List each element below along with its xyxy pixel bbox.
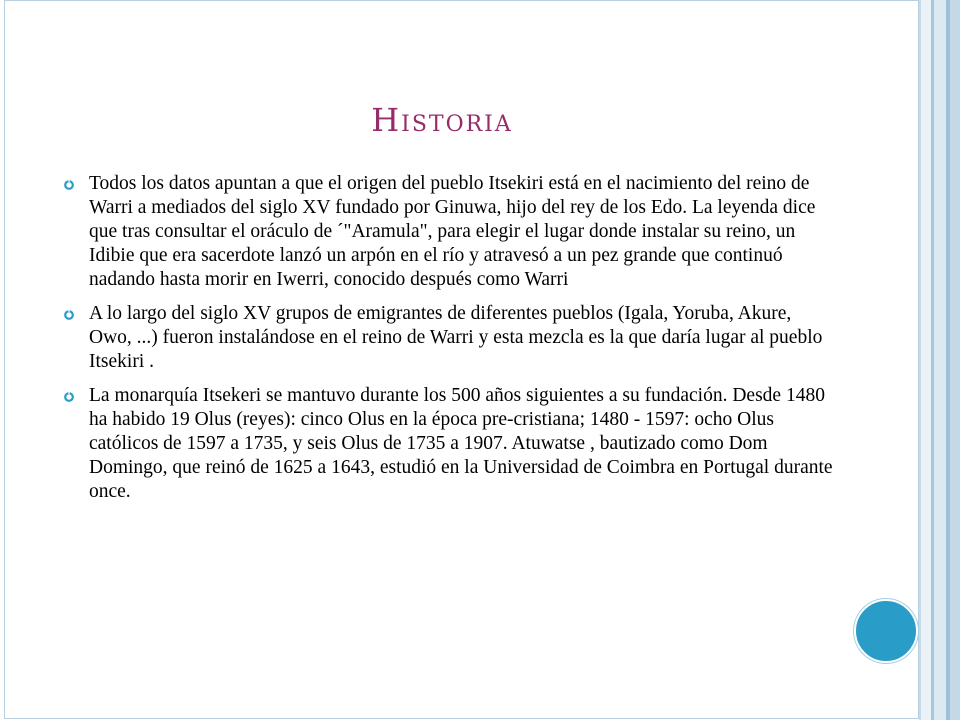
bullet-text: A lo largo del siglo XV grupos de emigrantes de diferentes pueblos (Igala, Yoruba, Akure, Owo, ...) fueron instalándose en el reino de Warri y esta mezcla es la que daría lugar al pueblo Itsekiri . [89,303,823,372]
bullet-list [63,172,833,514]
bullet-ring-icon [63,391,75,403]
decorative-stripe [934,0,946,720]
bullet-text: La monarquía Itsekeri se mantuvo durante los 500 años siguientes a su fundación. Desde 1480 ha habido 19 Olus (reyes): cinco Olus en la época pre-cristiana; 1480 - 1597: ocho Olus católicos de 1597 a 1735, y seis Olus de 1735 a 1907. Atuwatse , bautizado como Dom Domingo, que reinó de 1625 a 1643, estudió en la Universidad de Coimbra en Portugal durante once. [89,385,833,502]
bullet-item [63,384,833,504]
bullet-text: Todos los datos apuntan a que el origen del pueblo Itsekiri está en el nacimiento del reino de Warri a mediados del siglo XV fundado por Ginuwa, hijo del rey de los Edo. La leyenda dice que tras consultar el oráculo de ´"Aramula", para elegir el lugar donde instalar su reino, un Idibie que era sacerdote lanzó un arpón en el río y atravesó a un pez grande que continuó nadando hasta morir en Iwerri, conocido después como Warri [89,173,816,290]
slide-title: Historia [371,101,513,139]
bullet-item [63,172,833,292]
bullet-ring-icon [63,179,75,191]
decorative-circle [854,599,918,663]
bullet-item [63,302,833,374]
decorative-stripe [950,0,960,720]
bullet-ring-icon [63,309,75,321]
decorative-stripe [921,0,931,720]
